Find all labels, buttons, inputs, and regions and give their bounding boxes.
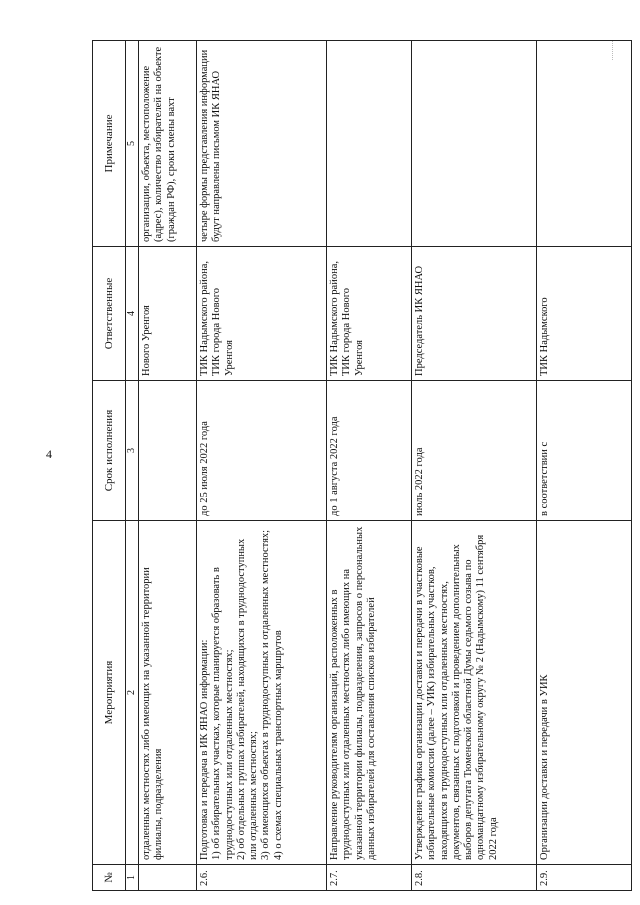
row-responsible: Председатель ИК ЯНАО — [412, 247, 537, 381]
column-number-row — [126, 41, 139, 891]
event-text: 3) об имеющихся объектах в труднодоступных и отдаленных местностях; — [260, 529, 272, 860]
colnum-4: 4 — [126, 247, 139, 381]
row-responsible: Нового Уренгоя — [139, 247, 197, 381]
row-responsible: ТИК Надымского района, ТИК города Нового Уренгоя — [197, 247, 327, 381]
colnum-5: 5 — [126, 41, 139, 247]
colnum-2: 2 — [126, 521, 139, 865]
header-event: Мероприятия — [93, 521, 126, 865]
event-text: 2) об отдельных группах избирателей, находящихся в труднодоступных или отдаленных местностях; — [235, 538, 260, 860]
row-responsible: ТИК Надымского — [537, 247, 632, 381]
header-num: № — [93, 865, 126, 891]
row-deadline: в соответствии с — [537, 381, 632, 521]
table-row — [327, 41, 412, 891]
page-number: 4 — [46, 447, 52, 461]
row-deadline: до 1 августа 2022 года — [327, 381, 412, 521]
table-row — [537, 41, 632, 891]
row-event — [197, 521, 327, 865]
table-row — [139, 41, 197, 891]
row-number — [139, 865, 197, 891]
row-number: 2.9. — [537, 865, 632, 891]
header-row — [93, 41, 126, 891]
header-deadline: Срок исполнения — [93, 381, 126, 521]
colnum-3: 3 — [126, 381, 139, 521]
event-text: Организации доставки и передачи в УИК — [539, 674, 550, 860]
header-responsible: Ответственные — [93, 247, 126, 381]
row-note — [412, 41, 537, 247]
table-row — [412, 41, 537, 891]
row-note — [327, 41, 412, 247]
row-note: четыре формы представления информации будут направлены письмом ИК ЯНАО — [197, 41, 327, 247]
row-note — [537, 41, 632, 247]
colnum-1: 1 — [126, 865, 139, 891]
row-deadline: июль 2022 года — [412, 381, 537, 521]
row-deadline — [139, 381, 197, 521]
event-text: Подготовка и передача в ИК ЯНАО информации: — [199, 639, 210, 860]
event-text: 1) об избирательных участках, которые планируется образовать в труднодоступных или отдаленных местностях; — [211, 567, 235, 860]
row-deadline: до 25 июля 2022 года — [197, 381, 327, 521]
header-note: Примечание — [93, 41, 126, 247]
event-text: отдаленных местностях либо имеющих на указанной территории филиалы, подразделения — [141, 567, 165, 860]
row-event — [537, 521, 632, 865]
row-event — [412, 521, 537, 865]
event-text: Направление руководителям организаций, расположенных в труднодоступных или отдаленных местностях либо имеющих на указанной территории филиалы, подразделения, запросов о персональных данных избирателей для составления списков избирателей — [329, 526, 377, 860]
row-responsible: ТИК Надымского района, ТИК города Нового Уренгоя — [327, 247, 412, 381]
row-event — [139, 521, 197, 865]
row-number: 2.6. — [197, 865, 327, 891]
row-event — [327, 521, 412, 865]
event-text: Утверждение графика организации доставки и передачи в участковые избирательные комиссии (далее – УИК) избирательных участков, находящихся в труднодоступных или отдаленных местностях, документов, связанных с подготовкой и проведением дополнительных выборов депутата Тюменской областной Думы седьмого созыва по одномандатному избирательному округу № 2 (Надымскому) 11 сентября 2022 года — [414, 534, 499, 860]
row-number: 2.7. — [327, 865, 412, 891]
events-table — [92, 40, 632, 891]
table-row — [197, 41, 327, 891]
rotated-table-container — [92, 41, 632, 891]
event-text: 4) о схемах специальных транспортных маршрутов — [272, 630, 284, 860]
row-number: 2.8. — [412, 865, 537, 891]
row-note: организации, объекта, местоположение (адрес), количество избирателей на объекте (граждан РФ), сроки смены вахт — [139, 41, 197, 247]
